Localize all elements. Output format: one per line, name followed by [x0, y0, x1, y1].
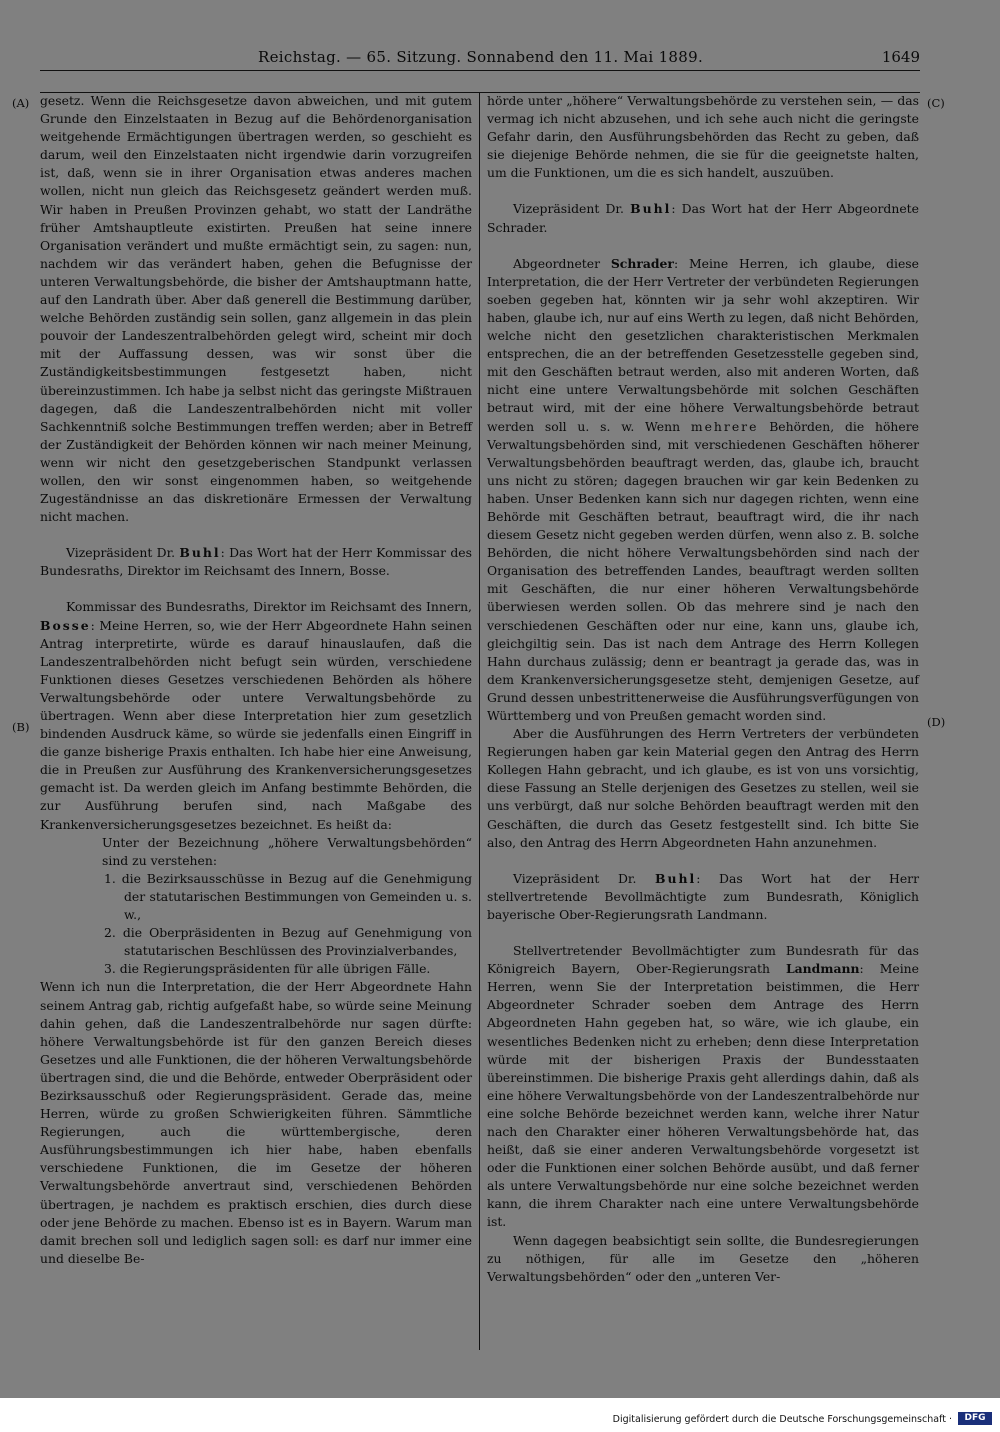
page-header — [40, 46, 920, 70]
page-number: 1649 — [881, 48, 920, 66]
speaker-name: Buhl — [179, 545, 221, 561]
speaker-paragraph: Vizepräsident Dr. Buhl: Das Wort hat der Herr Kommissar des Bundesraths, Direktor im Reichsamt des Innern, Bosse. — [40, 545, 472, 579]
left-column — [40, 92, 472, 1268]
speaker-paragraph: Stellvertretender Bevollmächtigter zum Bundesrath für das Königreich Bayern, Ober-Regierungsrath Landmann: Meine Herren, wenn Sie der Interpretation beistimmen, die Herr Abgeordneter Schrader soeben dem Antrage des Herrn Abgeordneten Hahn gegeben hat, so wäre, wie ich glaube, ein wesentliches Bedenken nicht zu erheben; denn diese Interpretation würde mit der bisherigen Praxis der Bundesstaaten übereinstimmen. Die bisherige Praxis geht allerdings dahin, daß als eine höhere Verwaltungsbehörde von der Landeszentralbehörde nur eine solche Behörde bezeichnet werden kann, welche ihrer Natur nach den Charakter einer höheren Verwaltungsbehörde hat, das heißt, daß sie einer anderen Verwaltungsbehörde vorgesetzt ist oder die Funktionen einer solchen Behörde ausübt, und daß ferner als untere Verwaltungsbehörde nur eine solche bezeichnet werden kann, die ihrem Charakter nach eine untere Verwaltungsbehörde ist. — [487, 943, 919, 1230]
speaker-paragraph: Kommissar des Bundesraths, Direktor im Reichsamt des Innern, Bosse: Meine Herren, so, wie der Herr Abgeordnete Hahn seinen Antrag interpretirte, würde es darauf hinauslaufen, daß die Landeszentralbehörden nicht befugt sein würden, verschiedene Funktionen dieses Gesetzes verschiedenen Behörden als höhere Verwaltungsbehörde oder untere Verwaltungsbehörde zu übertragen. Wenn aber diese Interpretation hier zum gesetzlich bindenden Ausdruck käme, so würde sie jedenfalls einen Eingriff in die ganze bisherige Praxis enthalten. Ich habe hier eine Anweisung, die in Preußen zur Ausführung des Krankenversicherungsgesetzes gemacht ist. Da werden gleich im Anfang bestimmte Behörden, die zur Ausführung berufen sind, nach Maßgabe des Krankenversicherungsgesetzes bezeichnet. Es heißt da: — [40, 599, 472, 832]
dfg-logo: DFG — [958, 1412, 992, 1425]
speaker-name: Schrader — [610, 255, 674, 271]
column-divider — [479, 92, 480, 1350]
margin-marker-c: (C) — [927, 96, 945, 110]
speaker-name: Bosse — [40, 617, 91, 633]
quote-item: 1. die Bezirksausschüsse in Bezug auf die Genehmigung der statutarischen Bestimmungen von Gemeinden u. s. w., — [104, 870, 472, 923]
speaker-paragraph: Abgeordneter Schrader: Meine Herren, ich glaube, diese Interpretation, die der Herr Vertreter der verbündeten Regierungen soeben gegeben hat, könnten wir ja sehr wohl akzeptiren. Wir haben, glaube ich, nur auf eins Werth zu legen, daß nicht Behörden, welche nicht den gesetzlichen charakteristischen Merkmalen entsprechen, die an der betreffenden Gesetzesstelle gegeben sind, mit den Geschäften betraut werden, also mit anderen Worten, daß nicht eine untere Verwaltungsbehörde mit solchen Geschäften betraut wird, mit der eine höhere Verwaltungsbehörde betraut werden soll u. s. w. Wenn mehrere Behörden, die höhere Verwaltungsbehörden sind, mit verschiedenen Geschäften höherer Verwaltungsbehörden beauftragt werden, das, glaube ich, braucht uns nicht zu stören; dagegen brauchen wir gar kein Bedenken zu haben. Unser Bedenken kann sich nur dagegen richten, wenn eine Behörde mit Geschäften betraut, beauftragt wird, die ihr nach diesem Gesetz nicht gegeben werden dürfen, wenn also z. B. solche Behörden, die nicht höhere Verwaltungsbehörden sind nach der Organisation des betreffenden Landes, beauftragt werden sollten mit Geschäften, die nur einer höheren Verwaltungsbehörde überwiesen werden sollen. Ob das mehrere sind je nach den verschiedenen Geschäften oder nur eine, kann uns, glaube ich, gleichgiltig sein. Das ist nach dem Antrage des Herrn Kollegen Hahn durchaus zulässig; denn er beantragt ja gerade das, was in dem Krankenversicherungsgesetze steht, demjenigen Gesetze, auf Grund dessen unbestrittenerweise die Ausführungsverfügungen von Württemberg und von Preußen gemacht worden sind. — [487, 255, 919, 723]
paragraph: Aber die Ausführungen des Herrn Vertreters der verbündeten Regierungen haben gar kein Material gegen den Antrag des Herrn Kollegen Hahn gebracht, und ich glaube, es ist von uns vorsichtig, diese Fassung an Stelle derjenigen des Gesetzes zu stellen, weil sie uns verbürgt, daß nur solche Behörden beauftragt werden mit den Geschäften, die durch das Gesetz festgestellt sind. Ich bitte Sie also, den Antrag des Herrn Abgeordneten Hahn anzunehmen. — [487, 726, 919, 850]
margin-marker-a: (A) — [12, 96, 30, 110]
paragraph: Wenn ich nun die Interpretation, die der Herr Abgeordnete Hahn seinem Antrag gab, richtig aufgefaßt habe, so würde seine Meinung dahin gehen, daß die Landeszentralbehörde nur sagen dürfte: höhere Verwaltungsbehörde ist für den ganzen Bereich dieses Gesetzes und alle Funktionen, die der höheren Verwaltungsbehörde übertragen sind, die und die Behörde, entweder Oberpräsident oder Bezirksausschuß oder Regierungspräsident. Gerade das, meine Herren, würde zu großen Schwierigkeiten führen. Sämmtliche Regierungen, auch die württembergische, deren Ausführungsbestimmungen ich hier habe, haben ebenfalls verschiedene Funktionen, die im Gesetze der höheren Verwaltungsbehörde anvertraut sind, verschiedenen Behörden übertragen, je nachdem es praktisch erschien, dies durch diese oder jene Behörde zu machen. Ebenso ist es in Bayern. Warum man damit brechen soll und lediglich sagen soll: es darf nur immer eine und dieselbe Be- — [40, 979, 472, 1266]
speaker-name: Buhl — [655, 870, 697, 886]
right-column — [487, 92, 919, 1286]
speaker-paragraph: Vizepräsident Dr. Buhl: Das Wort hat der Herr Abgeordnete Schrader. — [487, 201, 919, 235]
quote-item: 3. die Regierungspräsidenten für alle übrigen Fälle. — [104, 961, 431, 977]
quote-item: 2. die Oberpräsidenten in Bezug auf Genehmigung von statutarischen Beschlüssen des Provinzialverbandes, — [104, 925, 472, 959]
emphasis: mehrere — [690, 418, 759, 434]
paragraph: Wenn dagegen beabsichtigt sein sollte, die Bundesregierungen zu nöthigen, für alle im Gesetze den „höheren Verwaltungsbehörden“ oder den „unteren Ver- — [487, 1232, 919, 1284]
speaker-name: Buhl — [630, 201, 672, 217]
speaker-name: Landmann — [785, 961, 860, 977]
header-rule — [40, 70, 920, 71]
footer-bar — [0, 1398, 1000, 1432]
running-title: Reichstag. — 65. Sitzung. Sonnabend den 11. Mai 1889. — [258, 48, 704, 66]
margin-marker-b: (B) — [12, 720, 30, 734]
paragraph: gesetz. Wenn die Reichsgesetze davon abweichen, und mit gutem Grunde den Einzelstaaten in Bezug auf die Behördenorganisation weitgehende Ermächtigungen übertragen werden, so geschieht es darum, weil den Einzelstaaten nicht irgendwie darin vorzugreifen ist, daß, wenn sie in ihrer Organisation etwas anderes machen wollen, nicht nun gleich das Reichsgesetz geändert werden muß. Wir haben in Preußen Provinzen gehabt, wo statt der Landräthe früher Amtshauptleute existirten. Preußen hat seine innere Organisation verändert und mußte ermächtigt sein, zu sagen: nun, nachdem wir das verändert haben, gehen die Befugnisse der unteren Verwaltungsbehörde, die bisher der Amtshauptmann hatte, auf den Landrath über. Aber daß generell die Bestimmung darüber, welche Behörden zuständig sein sollen, ganz allgemein in das plein pouvoir der Landeszentralbehörden gelegt wird, scheint mir doch mit der Auffassung dessen, was wir sonst über die Zuständigkeitsbestimmungen festgesetzt haben, nicht übereinzustimmen. Ich habe ja selbst nicht das geringste Mißtrauen dagegen, daß die Landeszentralbehörden nicht mit voller Sachkenntniß solche Bestimmungen treffen werden; aber in Betreff der Zuständigkeit der Behörden können wir nach meiner Meinung, wenn wir nicht den gesetzgeberischen Standpunkt verlassen wollen, den wir sonst eingenommen haben, so weitgehende Zugeständnisse an das diskretionäre Ermessen der Verwaltung nicht machen. — [40, 93, 472, 525]
speaker-paragraph: Vizepräsident Dr. Buhl: Das Wort hat der Herr stellvertretende Bevollmächtigte zum Bundesrath, Königlich bayerische Ober-Regierungsrath Landmann. — [487, 870, 919, 922]
paragraph: hörde unter „höhere“ Verwaltungsbehörde zu verstehen sein, — das vermag ich nicht abzusehen, und ich sehe auch nicht die geringste Gefahr darin, den Ausführungsbehörden das Recht zu geben, daß sie diejenige Behörde nehmen, die sie für die geeignetste halten, um die Funktionen, um die es sich handelt, auszuüben. — [487, 93, 919, 181]
margin-marker-d: (D) — [927, 715, 946, 729]
funding-note: Digitalisierung gefördert durch die Deutsche Forschungsgemeinschaft · — [612, 1414, 952, 1425]
quote-intro: Unter der Bezeichnung „höhere Verwaltungsbehörden“ sind zu verstehen: — [102, 834, 472, 868]
